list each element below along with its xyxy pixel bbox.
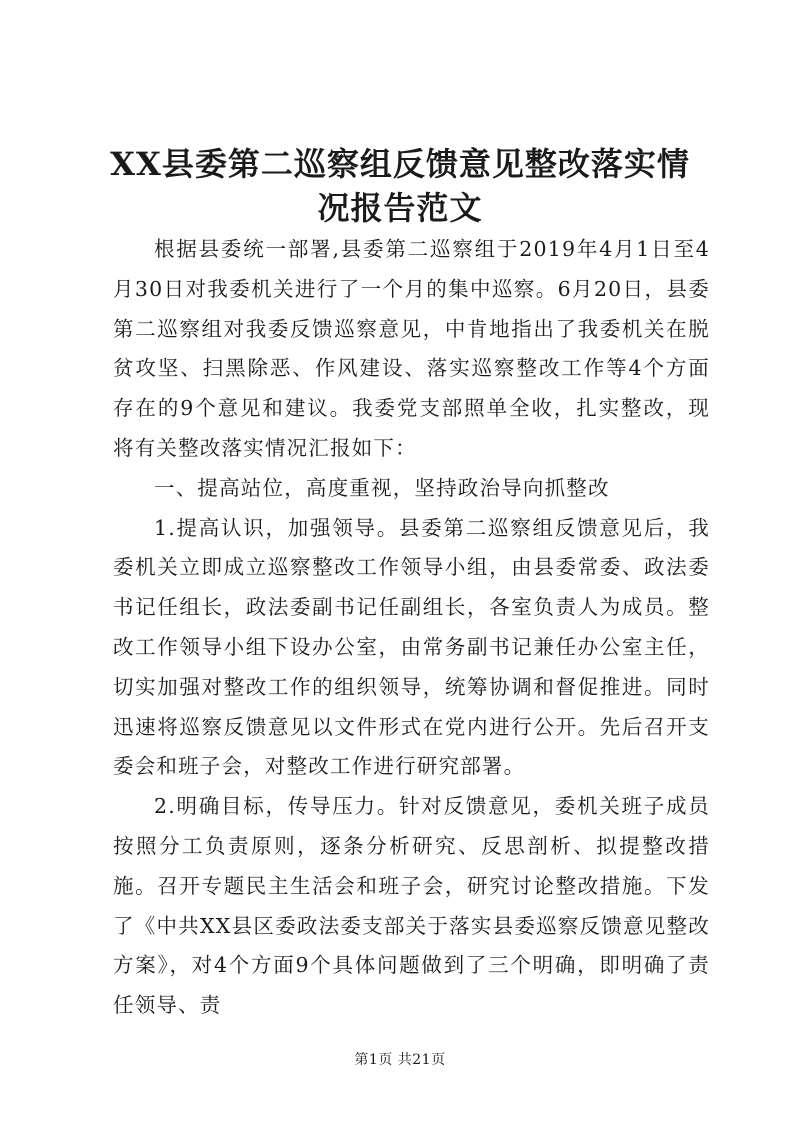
paragraph-intro: 根据县委统一部署,县委第二巡察组于2019年4月1日至4月30日对我委机关进行了一个月的集中巡察。6月20日，县委第二巡察组对我委反馈巡察意见，中肯地指出了我委机关在脱贫攻坚、扫黑除恶、作风建设、落实巡察整改工作等4个方面存在的9个意见和建议。我委党支部照单全收，扎实整改，现将有关整改落实情况汇报如下：: [113, 237, 710, 460]
section-heading-1: 一、提高站位，高度重视，坚持政治导向抓整改: [154, 475, 610, 500]
paragraph-item-2: 2.明确目标，传导压力。针对反馈意见，委机关班子成员按照分工负责原则，逐条分析研究、反思剖析、拟提整改措施。召开专题民主生活会和班子会，研究讨论整改措施。下发了《中共XX县区委政法委支部关于落实县委巡察反馈意见整改方案》，对4个方面9个具体问题做到了三个明确，即明确了责任领导、责: [113, 794, 710, 1018]
document-title: XX县委第二巡察组反馈意见整改落实情况报告范文: [110, 145, 690, 227]
paragraph-item-1: 1.提高认识，加强领导。县委第二巡察组反馈意见后，我委机关立即成立巡察整改工作领导小组，由县委常委、政法委书记任组长，政法委副书记任副组长，各室负责人为成员。整改工作领导小组下设办公室，由常务副书记兼任办公室主任，切实加强对整改工作的组织领导，统筹协调和督促推进。同时迅速将巡察反馈意见以文件形式在党内进行公开。先后召开支委会和班子会，对整改工作进行研究部署。: [113, 515, 710, 779]
document-body: [113, 230, 710, 1026]
page-footer: 第1页 共21页: [354, 1052, 446, 1068]
